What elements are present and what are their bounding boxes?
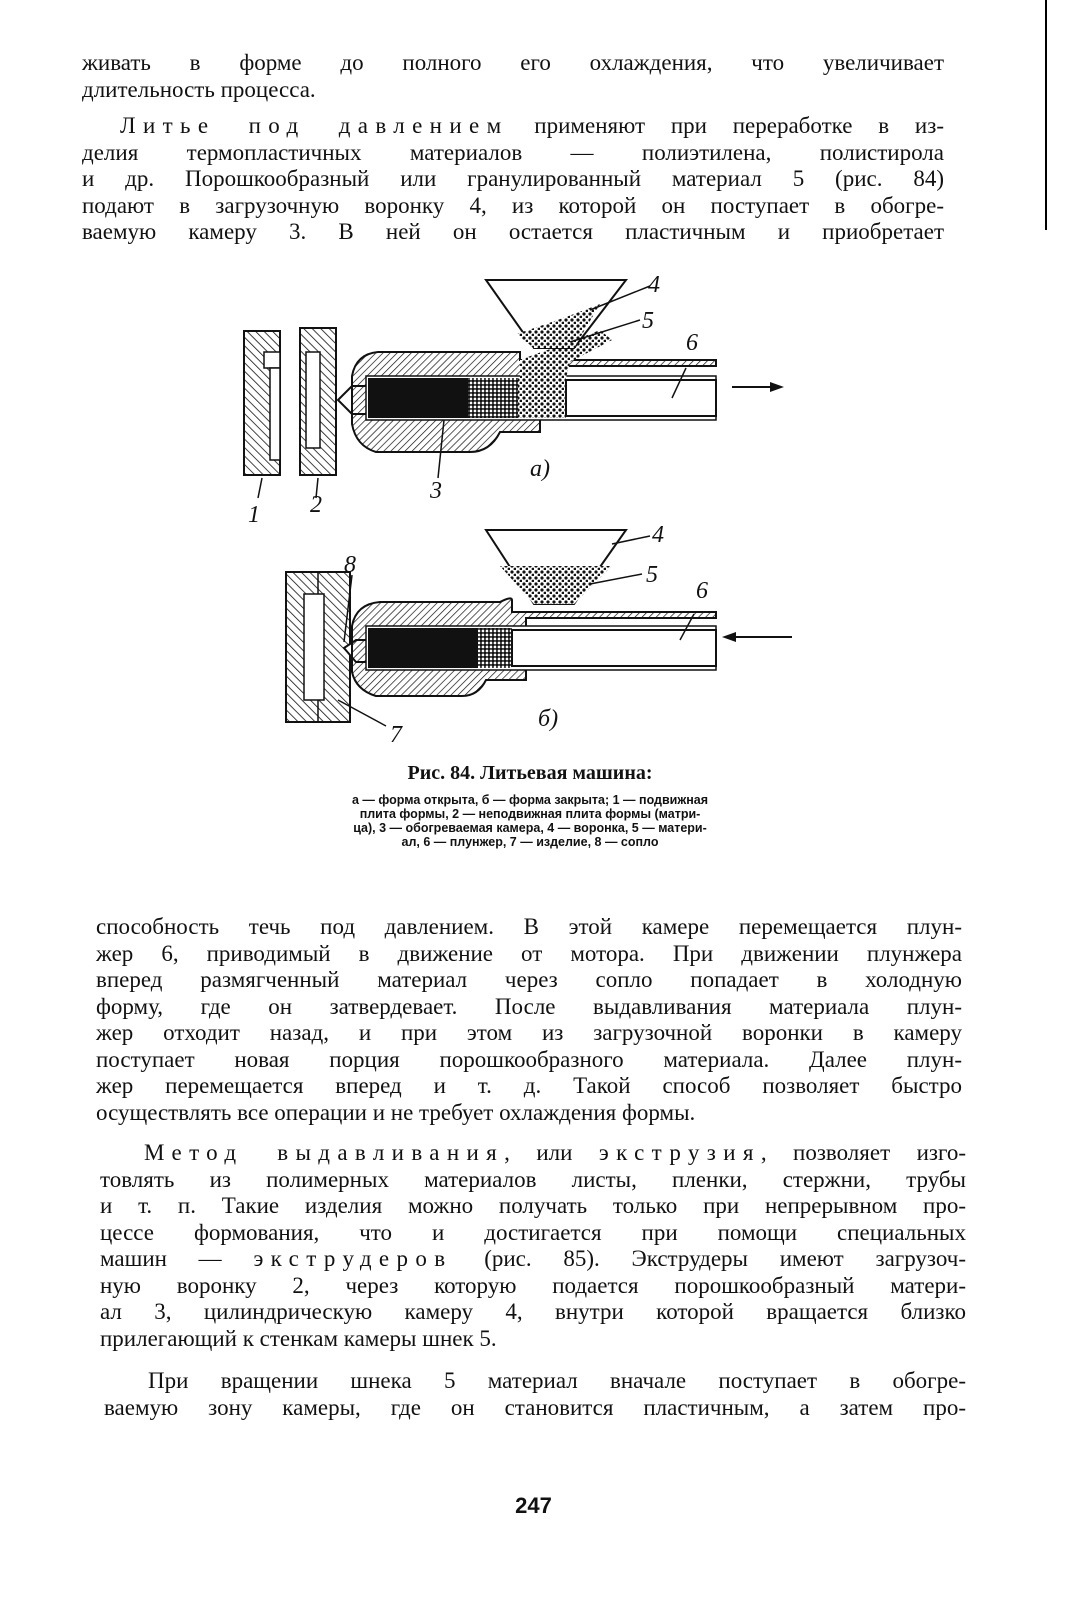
figure-caption bbox=[240, 762, 820, 849]
text-fragment: (рис. 85). Экструдеры имеют загрузоч- bbox=[452, 1246, 966, 1271]
text-line: При вращении шнека 5 материал вначале поступает в обогре- bbox=[148, 1368, 966, 1393]
label-4: 4 bbox=[648, 272, 660, 298]
paragraph-screw-rotation bbox=[104, 1368, 966, 1421]
moulded-product bbox=[304, 594, 324, 700]
label-4: 4 bbox=[652, 522, 664, 548]
text-fragment: применяют при переработке в из- bbox=[508, 113, 944, 138]
label-8: 8 bbox=[344, 552, 356, 578]
text-line: способность течь под давлением. В этой камере перемещается плун- bbox=[96, 914, 962, 939]
text-line: жер отходит назад, и при этом из загрузочной воронки в камеру bbox=[96, 1020, 962, 1045]
paragraph-plunger-description bbox=[96, 914, 962, 1126]
text-line: подают в загрузочную воронку 4, из которой он поступает в обогре- bbox=[82, 192, 944, 218]
text-line: делия термопластичных материалов — полиэтилена, полистирола bbox=[82, 139, 944, 165]
label-1: 1 bbox=[248, 502, 260, 528]
caption-line: а — форма открыта, б — форма закрыта; 1 — подвижная bbox=[351, 793, 709, 807]
text-line: прилегающий к стенкам камеры шнек 5. bbox=[100, 1325, 497, 1351]
text-line: ваемую камеру 3. В ней он остается пластичным и приобретает bbox=[82, 219, 944, 244]
text-line: и др. Порошкообразный или гранулированный материал 5 (рис. 84) bbox=[82, 166, 944, 191]
text-line: ваемую зону камеры, где он становится пластичным, а затем про- bbox=[104, 1394, 966, 1420]
caption-title: Рис. 84. Литьевая машина: bbox=[407, 762, 653, 784]
subfigure-label-b: б) bbox=[538, 706, 559, 732]
label-5: 5 bbox=[646, 562, 658, 588]
text-line: форму, где он затвердевает. После выдавливания материала плун- bbox=[96, 993, 962, 1019]
text-line: длительность процесса. bbox=[82, 76, 316, 102]
plunger bbox=[566, 380, 716, 416]
term-extrusion-method: Метод выдавливания bbox=[144, 1140, 505, 1165]
text-fragment: , или bbox=[504, 1140, 599, 1165]
caption-line: ал, 6 — плунжер, 7 — изделие, 8 — сопло bbox=[401, 835, 659, 849]
text-fragment: , позволяет изго- bbox=[760, 1140, 966, 1165]
text-line: поступает новая порция порошкообразного материала. Далее плун- bbox=[96, 1046, 962, 1072]
text-line: товлять из полимерных материалов листы, пленки, стержни, трубы bbox=[100, 1166, 966, 1192]
text-line: жер 6, приводимый в движение от мотора. При движении плунжера bbox=[96, 940, 962, 966]
text-line: осуществлять все операции и не требует охлаждения формы. bbox=[96, 1099, 696, 1125]
caption-line: плита формы, 2 — неподвижная плита формы (матри- bbox=[359, 807, 701, 821]
text-line: живать в форме до полного его охлаждения, что увеличивает bbox=[82, 50, 944, 75]
caption-line: ца), 3 — обогреваемая камера, 4 — воронка, 5 — матери- bbox=[353, 821, 707, 835]
label-7: 7 bbox=[390, 722, 402, 748]
term-extruders: экструдеров bbox=[253, 1246, 453, 1271]
diagram-b-closed-mould bbox=[286, 522, 792, 748]
term-injection-moulding: Литье под давлением bbox=[120, 113, 509, 138]
melted-material bbox=[368, 378, 468, 418]
term-extrusion: экструзия bbox=[598, 1140, 761, 1165]
subfigure-label-a: а) bbox=[530, 456, 550, 482]
text-line bbox=[100, 1246, 966, 1273]
text-line: вперед размягченный материал через сопло попадает в холодную bbox=[96, 967, 962, 992]
text-line bbox=[100, 1140, 966, 1167]
diagram-a-open-mould bbox=[244, 272, 784, 528]
label-6: 6 bbox=[696, 578, 708, 604]
text-line: цессе формования, что и достигается при помощи специальных bbox=[100, 1219, 966, 1245]
text-line: жер перемещается вперед и т. д. Такой способ позволяет быстро bbox=[96, 1073, 962, 1098]
plunger bbox=[512, 630, 716, 666]
melted-material bbox=[368, 628, 478, 668]
page-number: 247 bbox=[515, 1493, 552, 1518]
label-2: 2 bbox=[310, 492, 322, 518]
label-5: 5 bbox=[642, 308, 654, 334]
label-3: 3 bbox=[430, 478, 442, 504]
label-6: 6 bbox=[686, 330, 698, 356]
paragraph-extrusion bbox=[100, 1140, 966, 1352]
text-line: и т. п. Такие изделия можно получать только при непрерывном про- bbox=[100, 1193, 966, 1218]
text-line: ную воронку 2, через которую подается порошкообразный матери- bbox=[100, 1272, 966, 1298]
text-line: ал 3, цилиндрическую камеру 4, внутри которой вращается близко bbox=[100, 1299, 966, 1324]
text-fragment: машин — bbox=[100, 1246, 254, 1271]
